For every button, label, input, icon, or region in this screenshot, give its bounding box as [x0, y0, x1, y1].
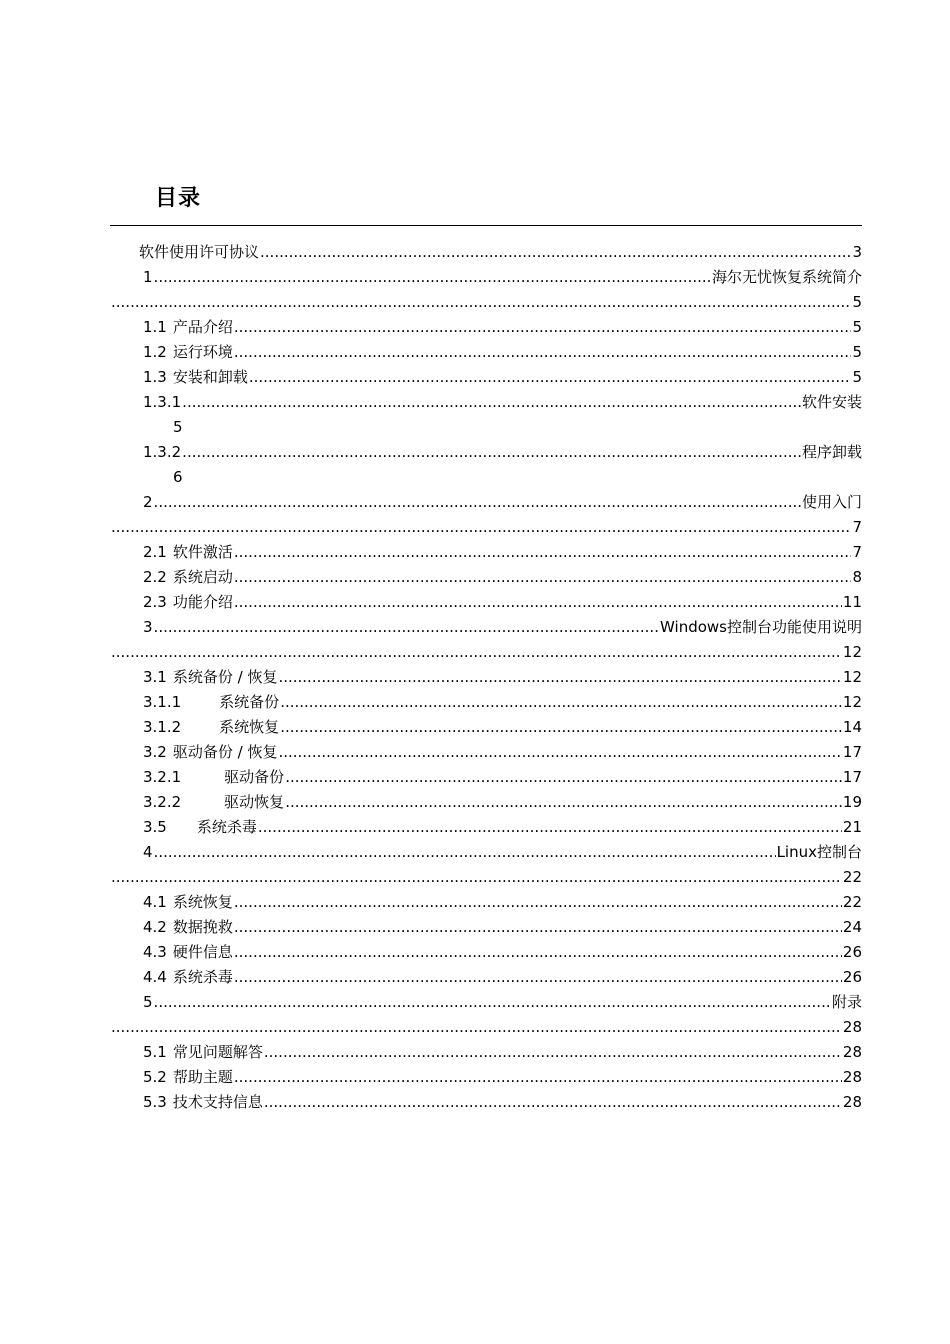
- toc-entry-label: 使用入门: [801, 493, 862, 511]
- dot-leader: [111, 865, 842, 890]
- toc-entry-2-2[interactable]: [0, 565, 950, 590]
- toc-entry-page: 14: [842, 718, 862, 736]
- toc-entry-label: Windows控制台功能使用说明: [660, 618, 862, 636]
- toc-entry-number: 4: [143, 843, 153, 861]
- dot-leader: [234, 915, 842, 940]
- toc-entry-number: 2.2: [143, 568, 167, 586]
- toc-entry-number: 2: [143, 493, 153, 511]
- toc-entry-label: 功能介绍: [172, 593, 233, 611]
- toc-entry-page: 28: [842, 1018, 862, 1036]
- toc-entry-number: 1.3.2: [143, 443, 182, 461]
- toc-entry-number: 1.1: [143, 318, 167, 336]
- toc-entry-3-1-2[interactable]: [0, 715, 950, 740]
- dot-leader: [234, 890, 842, 915]
- toc-entry-3-5[interactable]: [0, 815, 950, 840]
- toc-entry-page: 22: [842, 893, 862, 911]
- toc-entry-chapter-1[interactable]: [0, 265, 950, 290]
- toc-entry-page: 24: [842, 918, 862, 936]
- toc-entry-number: 3: [143, 618, 153, 636]
- dot-leader: [285, 790, 842, 815]
- dot-leader: [278, 665, 841, 690]
- toc-entry-page: 8: [852, 568, 862, 586]
- toc-entry-label: 系统启动: [172, 568, 233, 586]
- toc-entry-label: 系统备份 / 恢复: [172, 668, 278, 686]
- toc-entry-number: 5: [143, 993, 153, 1011]
- toc-entry-number: 3.2.2: [143, 793, 182, 811]
- toc-entry-4-1[interactable]: [0, 890, 950, 915]
- toc-entry-chapter-4[interactable]: [0, 840, 950, 865]
- toc-entry-page: 19: [842, 793, 862, 811]
- toc-entry-page: 5: [173, 418, 183, 436]
- toc-entry-page: 28: [842, 1043, 862, 1061]
- toc-entry-chapter-2[interactable]: [0, 490, 950, 515]
- toc-entry-number: 3.2.1: [143, 768, 182, 786]
- toc-entry-2-3[interactable]: [0, 590, 950, 615]
- dot-leader: [264, 1040, 842, 1065]
- title-divider: [110, 225, 862, 226]
- toc-entry-chapter-3[interactable]: [0, 615, 950, 640]
- toc-entry-number: 5.3: [143, 1093, 167, 1111]
- toc-entry-chapter-2-continuation[interactable]: [0, 515, 950, 540]
- toc-entry-chapter-3-continuation[interactable]: [0, 640, 950, 665]
- toc-entry-page: 17: [842, 768, 862, 786]
- dot-leader: [280, 690, 842, 715]
- toc-entry-1-3[interactable]: [0, 365, 950, 390]
- toc-entry-page: 5: [852, 343, 862, 361]
- toc-entry-page: 12: [842, 668, 862, 686]
- toc-entry-label: 安装和卸载: [172, 368, 248, 386]
- toc-entry-number: 1.2: [143, 343, 167, 361]
- toc-entry-number: 3.5: [143, 818, 167, 836]
- dot-leader: [182, 390, 801, 415]
- dot-leader: [234, 315, 852, 340]
- toc-entry-4-3[interactable]: [0, 940, 950, 965]
- dot-leader: [234, 565, 852, 590]
- toc-entry-5-2[interactable]: [0, 1065, 950, 1090]
- toc-entry-1-1[interactable]: [0, 315, 950, 340]
- toc-entry-page: 21: [842, 818, 862, 836]
- toc-entry-label: 附录: [831, 993, 862, 1011]
- toc-entry-page: 17: [842, 743, 862, 761]
- toc-entry-number: 4.4: [143, 968, 167, 986]
- toc-entry-label: 驱动备份: [224, 768, 285, 786]
- toc-entry-number: 3.1.2: [143, 718, 182, 736]
- dot-leader: [249, 365, 852, 390]
- toc-entry-label: Linux控制台: [776, 843, 862, 861]
- toc-entry-number: 5.2: [143, 1068, 167, 1086]
- toc-entry-page: 22: [842, 868, 862, 886]
- toc-entry-1-3-1[interactable]: [0, 390, 950, 415]
- toc-entry-number: 2.3: [143, 593, 167, 611]
- toc-entry-number: 2.1: [143, 543, 167, 561]
- toc-entry-chapter-5-continuation[interactable]: [0, 1015, 950, 1040]
- toc-entry-number: 4.2: [143, 918, 167, 936]
- dot-leader: [154, 840, 776, 865]
- toc-entry-label: 系统杀毒: [172, 968, 233, 986]
- toc-entry-4-2[interactable]: [0, 915, 950, 940]
- toc-entry-page: 5: [852, 368, 862, 386]
- dot-leader: [154, 265, 711, 290]
- toc-entry-label: 软件安装: [801, 393, 862, 411]
- toc-entry-label: 技术支持信息: [172, 1093, 263, 1111]
- toc-entry-label: 系统恢复: [219, 718, 280, 736]
- toc-entry-5-3[interactable]: [0, 1090, 950, 1115]
- toc-entry-page: 7: [852, 543, 862, 561]
- toc-entry-page: 5: [852, 318, 862, 336]
- toc-entry-label: 运行环境: [172, 343, 233, 361]
- toc-entry-number: 3.1: [143, 668, 167, 686]
- toc-entry-page: 3: [852, 243, 862, 261]
- toc-entry-page: 6: [173, 468, 183, 486]
- dot-leader: [260, 240, 851, 265]
- toc-entry-number: 4.1: [143, 893, 167, 911]
- dot-leader: [234, 540, 852, 565]
- toc-entry-label: 驱动恢复: [224, 793, 285, 811]
- toc-entry-3-2[interactable]: [0, 740, 950, 765]
- dot-leader: [258, 815, 842, 840]
- toc-entry-page: 11: [842, 593, 862, 611]
- dot-leader: [234, 965, 842, 990]
- toc-entry-license[interactable]: [0, 240, 950, 265]
- dot-leader: [285, 765, 842, 790]
- dot-leader: [154, 615, 659, 640]
- toc-entry-label: 帮助主题: [172, 1068, 233, 1086]
- toc-entry-number: 5.1: [143, 1043, 167, 1061]
- dot-leader: [234, 590, 842, 615]
- toc-entry-label: 软件使用许可协议: [139, 243, 260, 261]
- toc-entry-page: 12: [842, 643, 862, 661]
- dot-leader: [234, 940, 842, 965]
- toc-entry-5-1[interactable]: [0, 1040, 950, 1065]
- toc-entry-page: 26: [842, 968, 862, 986]
- toc-entry-3-1[interactable]: [0, 665, 950, 690]
- toc-entry-page: 26: [842, 943, 862, 961]
- toc-entry-page: 12: [842, 693, 862, 711]
- toc-entry-label: 系统恢复: [172, 893, 233, 911]
- toc-entry-page: 7: [852, 518, 862, 536]
- dot-leader: [280, 715, 842, 740]
- toc-entry-page: 28: [842, 1068, 862, 1086]
- dot-leader: [278, 740, 841, 765]
- toc-entry-chapter-1-continuation[interactable]: [0, 290, 950, 315]
- dot-leader: [182, 440, 801, 465]
- toc-entry-number: 3.1.1: [143, 693, 182, 711]
- dot-leader: [154, 490, 801, 515]
- toc-entry-1-2[interactable]: [0, 340, 950, 365]
- dot-leader: [154, 990, 831, 1015]
- dot-leader: [234, 340, 852, 365]
- dot-leader: [111, 640, 842, 665]
- toc-entry-number: 3.2: [143, 743, 167, 761]
- dot-leader: [111, 515, 851, 540]
- toc-entry-label: 系统杀毒: [196, 818, 257, 836]
- toc-entry-label: 海尔无忧恢复系统简介: [711, 268, 862, 286]
- toc-entry-number: 1.3.1: [143, 393, 182, 411]
- dot-leader: [234, 1065, 842, 1090]
- toc-entry-label: 软件激活: [172, 543, 233, 561]
- toc-entry-page: 5: [852, 293, 862, 311]
- toc-entry-page: 28: [842, 1093, 862, 1111]
- toc-entry-label: 硬件信息: [172, 943, 233, 961]
- toc-entry-4-4[interactable]: [0, 965, 950, 990]
- toc-entry-2-1[interactable]: [0, 540, 950, 565]
- toc-entry-label: 程序卸载: [801, 443, 862, 461]
- dot-leader: [111, 1015, 842, 1040]
- toc-entry-label: 常见问题解答: [172, 1043, 263, 1061]
- toc-entry-number: 4.3: [143, 943, 167, 961]
- dot-leader: [111, 290, 851, 315]
- toc-entry-3-2-2[interactable]: [0, 790, 950, 815]
- dot-leader: [264, 1090, 842, 1115]
- toc-entry-number: 1.3: [143, 368, 167, 386]
- toc-entry-number: 1: [143, 268, 153, 286]
- toc-entry-3-1-1[interactable]: [0, 690, 950, 715]
- toc-entry-label: 数据挽救: [172, 918, 233, 936]
- toc-entry-chapter-4-continuation[interactable]: [0, 865, 950, 890]
- toc-entry-chapter-5[interactable]: [0, 990, 950, 1015]
- page-title: 目录: [155, 186, 202, 211]
- toc-entry-label: 驱动备份 / 恢复: [172, 743, 278, 761]
- toc-entry-label: 产品介绍: [172, 318, 233, 336]
- toc-entry-1-3-2[interactable]: [0, 440, 950, 465]
- toc-entry-label: 系统备份: [219, 693, 280, 711]
- toc-entry-3-2-1[interactable]: [0, 765, 950, 790]
